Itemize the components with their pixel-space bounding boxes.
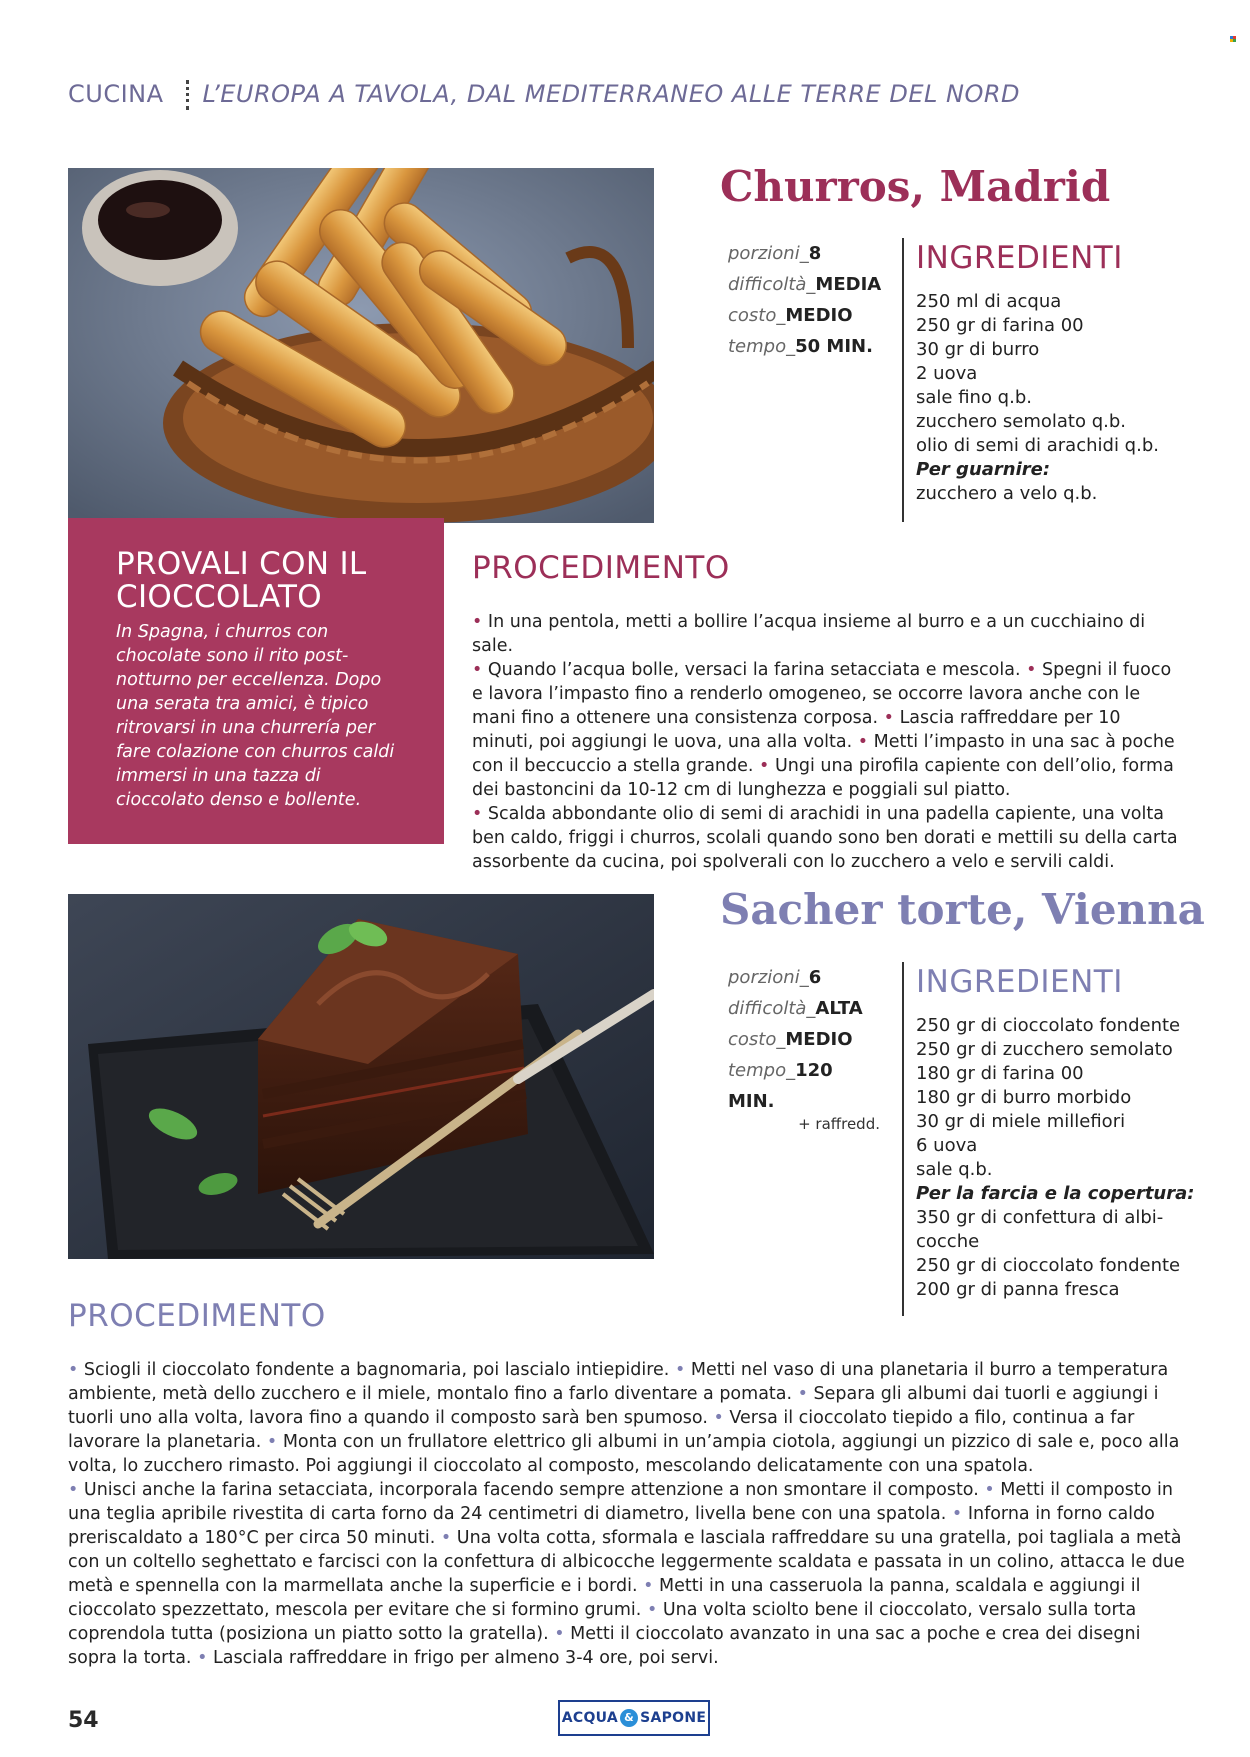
recipe2-cost: costo_MEDIO [728, 1029, 853, 1050]
ingredient-item: 200 gr di panna fresca [916, 1279, 1120, 1300]
bullet: • [883, 708, 894, 728]
corner-mark [1230, 36, 1236, 42]
procedure-step: Metti nel vaso di una planetaria il burro a temperatura ambiente, metà dello zucchero e il miele, montalo fino a farlo diventare a pomata. [68, 1360, 1169, 1404]
bullet: • [440, 1528, 452, 1548]
recipe2-divider [902, 962, 904, 1316]
procedure-step: Versa il cioccolato tiepido a filo, continua a far lavorare la planetaria. [68, 1408, 1135, 1452]
recipe1-time: tempo_50 MIN. [728, 336, 873, 357]
ingredient-item: 250 gr di zucchero semolato [916, 1039, 1173, 1060]
procedure-step: Scalda abbondante olio di semi di arachidi in una padella capiente, una volta ben caldo, friggi i churros, scolali quando sono ben dorati e mettili su della carta assorbente da cucina, poi spolverali con lo zucchero a velo e servili caldi. [472, 804, 1178, 872]
bullet: • [643, 1576, 654, 1596]
bullet: • [1026, 660, 1037, 680]
procedure-step: Metti l’impasto in una sac à poche con il beccuccio a stella grande. [472, 732, 1175, 776]
recipe1-divider [902, 238, 904, 522]
recipe1-ingredients [916, 240, 1236, 506]
ingredient-item: sale q.b. [916, 1159, 993, 1180]
recipe2-title: Sacher torte, Vienna [720, 885, 1205, 934]
recipe2-meta [728, 962, 880, 1132]
ingredient-item: 180 gr di burro morbido [916, 1087, 1132, 1108]
ingredient-item: 180 gr di farina 00 [916, 1063, 1084, 1084]
bullet: • [984, 1480, 995, 1500]
bullet: • [197, 1648, 208, 1668]
recipe1-procedure [472, 610, 1184, 874]
ingredient-item: 6 uova [916, 1135, 978, 1156]
bullet: • [797, 1384, 808, 1404]
logo-ampersand: & [620, 1709, 638, 1727]
bullet: • [472, 804, 483, 824]
recipe2-procedure [68, 1358, 1188, 1670]
recipe1-ingredients-heading: INGREDIENTI [916, 240, 1123, 276]
recipe2-difficulty: difficoltà_ALTA [728, 998, 863, 1019]
recipe2-time: tempo_120 MIN. [728, 1060, 833, 1112]
procedure-step: Ungi una pirofila capiente con dell’olio, forma dei bastoncini da 10-12 cm di lunghezza e poggiali sul piatto. [472, 756, 1174, 800]
recipe1-procedure-heading: PROCEDIMENTO [472, 550, 730, 586]
chocolate-tip-box [68, 518, 444, 844]
ingredient-item: 250 gr di farina 00 [916, 315, 1084, 336]
procedure-step: Metti il composto in una teglia apribile rivestita di carta forno da 24 centimetri di diametro, livella bene con una spatola. [68, 1480, 1173, 1524]
brand-logo [558, 1700, 710, 1736]
procedure-step: Spegni il fuoco e lavora l’impasto fino a renderlo omogeneo, se occorre lavora anche con le mani fino a ottenere una consistenza corposa. [472, 660, 1172, 728]
recipe1-title: Churros, Madrid [720, 162, 1111, 211]
ingredient-item: 250 gr di cioccolato fondente [916, 1015, 1181, 1036]
ingredient-item: 2 uova [916, 363, 978, 384]
procedure-step: Sciogli il cioccolato fondente a bagnomaria, poi lascialo intiepidire. [83, 1360, 670, 1380]
bullet: • [713, 1408, 724, 1428]
procedure-step: Metti il cioccolato avanzato in una sac a poche e crea dei disegni sopra la torta. [68, 1624, 1141, 1668]
tip-text: In Spagna, i churros con chocolate sono il rito post-notturno per eccellenza. Dopo una serata tra amici, è tipico ritrovarsi in una churrería per fare colazione con churros caldi immersi in una tazza di cioccolato denso e bollente. [116, 622, 395, 810]
recipe2-ingredient-list [916, 1014, 1236, 1302]
header-divider [186, 80, 189, 110]
bullet: • [266, 1432, 278, 1452]
procedure-step: Metti in una casseruola la panna, scaldala e aggiungi il cioccolato spezzettato, mescola per evitare che si formino grumi. [68, 1576, 1141, 1620]
ingredient-item: zucchero semolato q.b. [916, 411, 1126, 432]
section-subtitle: L’EUROPA A TAVOLA, DAL MEDITERRANEO ALLE TERRE DEL NORD [202, 80, 1020, 108]
section-label: CUCINA [68, 80, 164, 108]
procedure-step: Separa gli albumi dai tuorli e aggiungi i tuorli uno alla volta, lavora fino a quando il composto sarà ben spumoso. [68, 1384, 1159, 1428]
recipe2-procedure-heading: PROCEDIMENTO [68, 1298, 326, 1334]
procedure-step: Una volta cotta, sformala e lasciala raffreddare su una gratella, poi tagliala a metà con un coltello seghettato e farcisci con la confettura di albicocche leggermente scaldata e passata in un colino, attacca le due metà e spennella con la marmellata anche la superficie e i bordi. [68, 1528, 1185, 1596]
ingredient-item: 30 gr di miele millefiori [916, 1111, 1126, 1132]
ingredient-item: 250 gr di cioccolato fondente [916, 1255, 1181, 1276]
procedure-step: Lascia raffreddare per 10 minuti, poi aggiungi le uova, una alla volta. [472, 708, 1121, 752]
recipe1-servings: porzioni_8 [728, 243, 822, 264]
filling-heading: Per la farcia e la copertura: [916, 1183, 1195, 1204]
ingredient-item: 30 gr di burro [916, 339, 1040, 360]
tip-heading: PROVALI CON IL CIOCCOLATO [116, 546, 367, 615]
recipe2-servings: porzioni_6 [728, 967, 822, 988]
bullet: • [554, 1624, 565, 1644]
recipe2-time-note: + raffredd. [798, 1115, 880, 1133]
page-header [68, 80, 1020, 110]
bullet: • [68, 1360, 79, 1380]
ingredient-item: 250 ml di acqua [916, 291, 1062, 312]
recipe1-meta [728, 238, 888, 362]
churros-photo [68, 168, 654, 523]
recipe2-ingredients [916, 964, 1236, 1302]
procedure-step: Lasciala raffreddare in frigo per almeno 3-4 ore, poi servi. [212, 1648, 719, 1668]
bullet: • [759, 756, 770, 776]
garnish-heading: Per guarnire: [916, 459, 1051, 480]
procedure-step: In una pentola, metti a bollire l’acqua insieme al burro e a un cucchiaino di sale. [472, 612, 1146, 656]
ingredient-item: sale fino q.b. [916, 387, 1032, 408]
bullet: • [674, 1360, 686, 1380]
ingredient-item: 350 gr di confettura di albi-cocche [916, 1207, 1164, 1252]
logo-text-left: ACQUA [561, 1710, 619, 1726]
bullet: • [857, 732, 869, 752]
sacher-torte-photo [68, 894, 654, 1259]
bullet: • [472, 660, 483, 680]
procedure-step: Unisci anche la farina setacciata, incorporala facendo sempre attenzione a non smontare il composto. [83, 1480, 979, 1500]
procedure-step: Una volta sciolto bene il cioccolato, versalo sulla torta coprendola tutta (posiziona un piatto sotto la gratella). [68, 1600, 1137, 1644]
bullet: • [646, 1600, 658, 1620]
bullet: • [68, 1480, 79, 1500]
bullet: • [951, 1504, 963, 1524]
ingredient-item: zucchero a velo q.b. [916, 483, 1098, 504]
recipe1-ingredient-list [916, 290, 1236, 506]
page-number: 54 [68, 1708, 99, 1733]
recipe1-cost: costo_MEDIO [728, 305, 853, 326]
procedure-step: Quando l’acqua bolle, versaci la farina setacciata e mescola. [487, 660, 1021, 680]
bullet: • [472, 612, 483, 632]
logo-text-right: SAPONE [640, 1710, 707, 1726]
recipe1-difficulty: difficoltà_MEDIA [728, 274, 882, 295]
recipe2-ingredients-heading: INGREDIENTI [916, 964, 1123, 1000]
procedure-step: Monta con un frullatore elettrico gli albumi in un’ampia ciotola, aggiungi un pizzico di sale e, poco alla volta, lo zucchero rimasto. Poi aggiungi il cioccolato al composto, mescolando delicatamente con una spatola. [68, 1432, 1180, 1476]
procedure-step: Inforna in forno caldo preriscaldato a 180°C per circa 50 minuti. [68, 1504, 1155, 1548]
ingredient-item: olio di semi di arachidi q.b. [916, 435, 1159, 456]
